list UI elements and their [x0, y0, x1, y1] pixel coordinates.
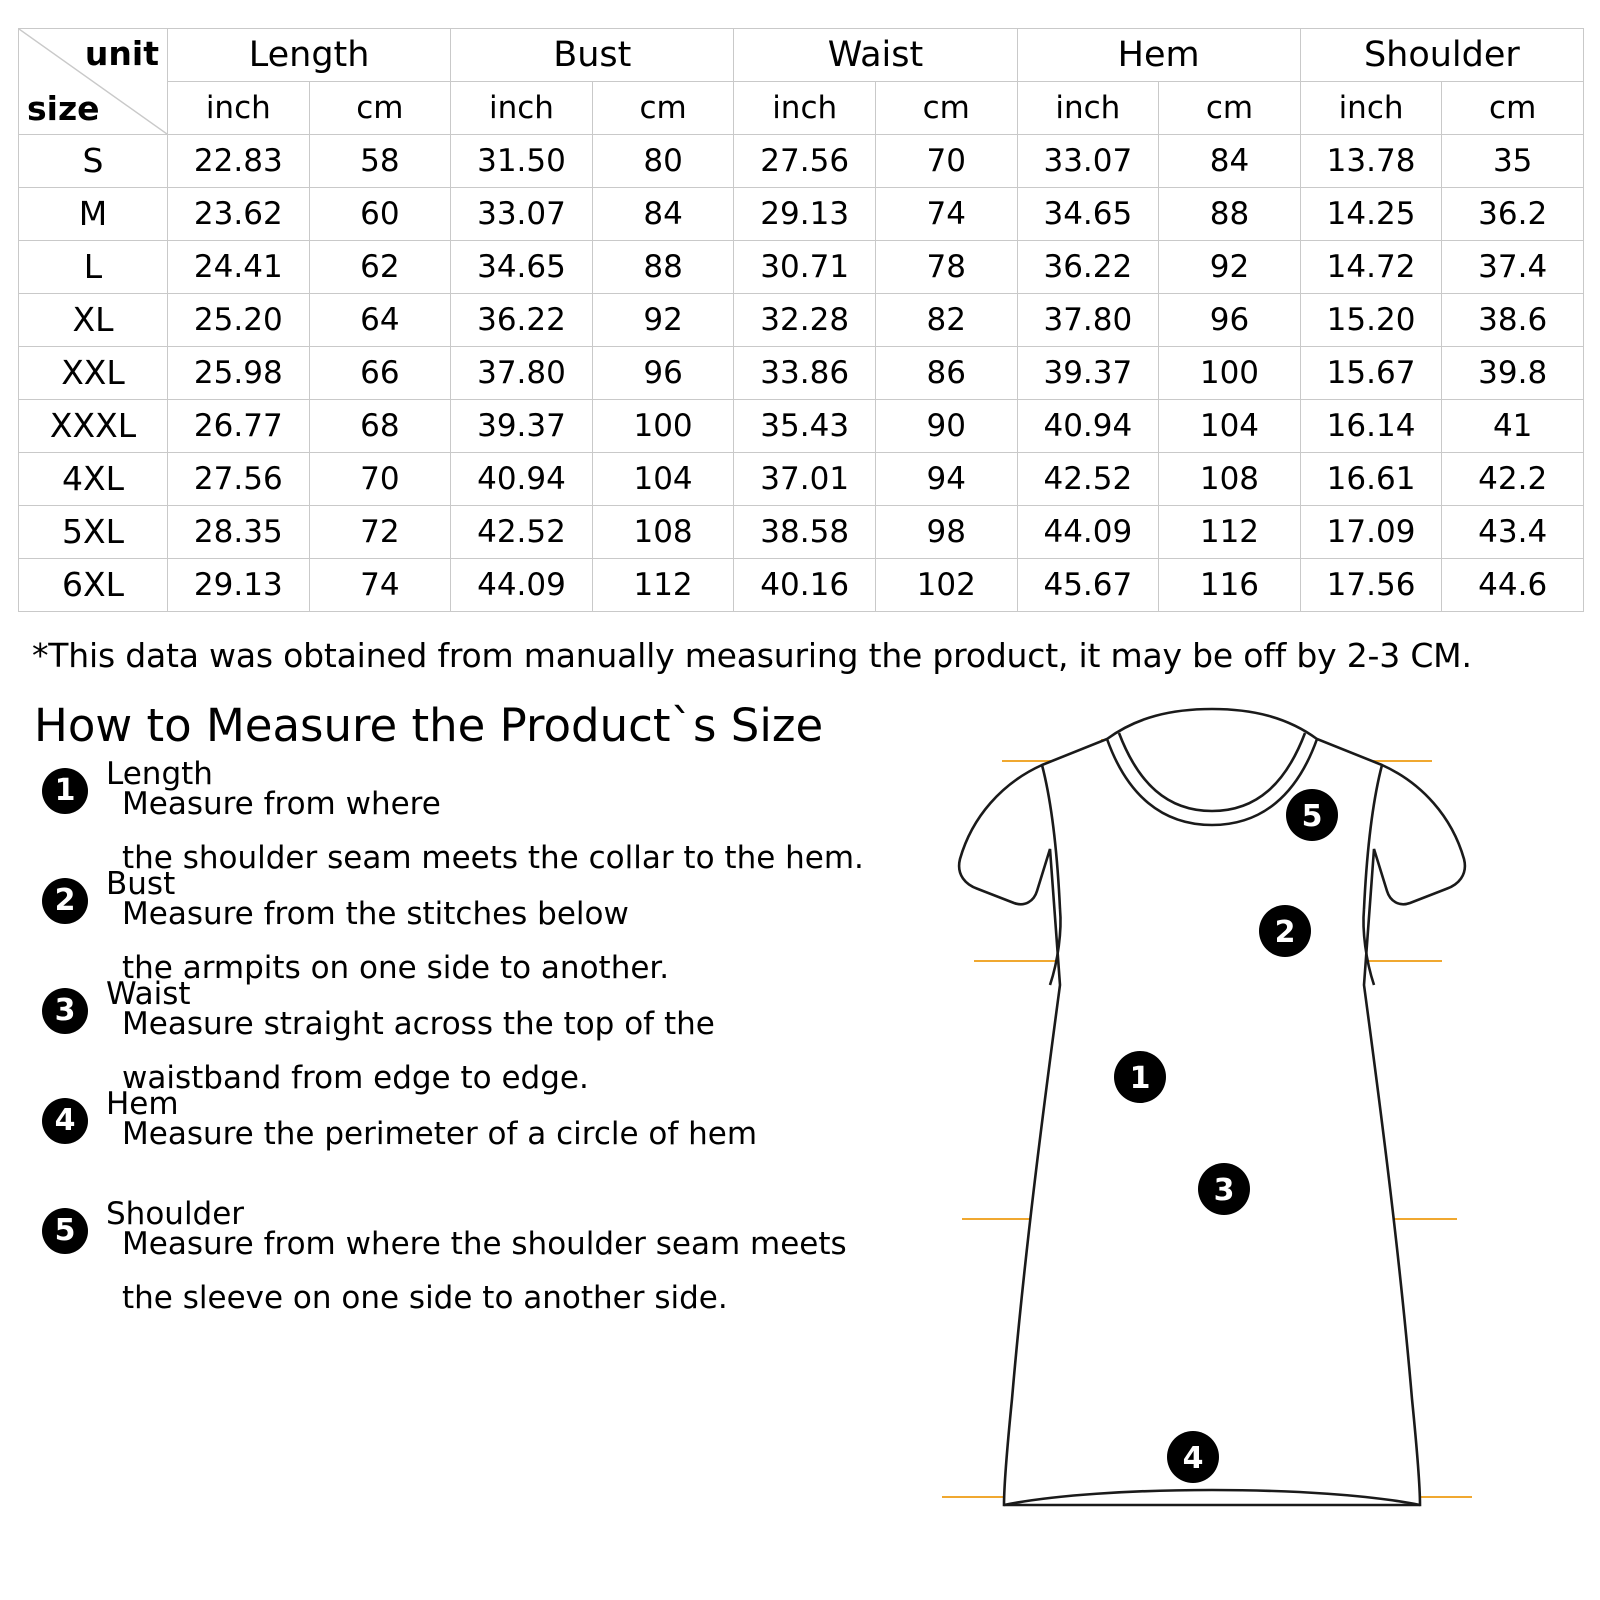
- table-row: [19, 506, 1584, 559]
- cell-hem-inch: 34.65: [1017, 188, 1159, 241]
- row-size: S: [19, 135, 168, 188]
- diagram-marker-3-label: 3: [1213, 1173, 1235, 1208]
- cell-hem-cm: 108: [1159, 453, 1301, 506]
- diagram-marker-2-label: 2: [1274, 915, 1296, 950]
- cell-bust-inch: 40.94: [451, 453, 593, 506]
- cell-length-cm: 74: [309, 559, 451, 612]
- step-name-length: Length: [106, 756, 213, 792]
- table-header: [19, 29, 1584, 135]
- list-item: [34, 976, 964, 1096]
- cell-waist-inch: 35.43: [734, 400, 876, 453]
- group-header-shoulder: Shoulder: [1300, 29, 1583, 82]
- unit-header-waist-inch: inch: [734, 82, 876, 135]
- step-name-waist: Waist: [106, 976, 191, 1012]
- cell-length-cm: 66: [309, 347, 451, 400]
- cell-shoulder-cm: 37.4: [1442, 241, 1584, 294]
- step-badge-3: 3: [42, 988, 88, 1034]
- cell-length-inch: 28.35: [168, 506, 310, 559]
- cell-bust-cm: 100: [592, 400, 734, 453]
- step-text-line2: the sleeve on one side to another side.: [122, 1280, 728, 1316]
- cell-bust-cm: 80: [592, 135, 734, 188]
- unit-header-bust-cm: cm: [592, 82, 734, 135]
- step-text-line2: the shoulder seam meets the collar to the hem.: [122, 840, 864, 876]
- measure-steps-list: [34, 756, 964, 1316]
- diagram-marker-1-label: 1: [1129, 1061, 1151, 1096]
- cell-hem-cm: 104: [1159, 400, 1301, 453]
- cell-shoulder-cm: 41: [1442, 400, 1584, 453]
- cell-waist-cm: 98: [875, 506, 1017, 559]
- cell-hem-cm: 112: [1159, 506, 1301, 559]
- size-label: size: [27, 89, 100, 128]
- cell-shoulder-cm: 36.2: [1442, 188, 1584, 241]
- cell-waist-cm: 74: [875, 188, 1017, 241]
- step-text-line2: the armpits on one side to another.: [122, 950, 670, 986]
- how-to-measure-section: [18, 699, 1582, 1476]
- measurement-disclaimer: *This data was obtained from manually measuring the product, it may be off by 2-3 CM.: [32, 636, 1472, 675]
- cell-shoulder-cm: 44.6: [1442, 559, 1584, 612]
- cell-length-inch: 22.83: [168, 135, 310, 188]
- unit-header-waist-cm: cm: [875, 82, 1017, 135]
- step-text-line1: Measure the perimeter of a circle of hem: [122, 1116, 758, 1152]
- cell-waist-cm: 94: [875, 453, 1017, 506]
- row-size: 5XL: [19, 506, 168, 559]
- cell-hem-inch: 40.94: [1017, 400, 1159, 453]
- cell-bust-cm: 96: [592, 347, 734, 400]
- cell-bust-cm: 112: [592, 559, 734, 612]
- row-size: 6XL: [19, 559, 168, 612]
- cell-bust-inch: 33.07: [451, 188, 593, 241]
- cell-shoulder-inch: 13.78: [1300, 135, 1442, 188]
- cell-shoulder-inch: 17.09: [1300, 506, 1442, 559]
- cell-bust-cm: 108: [592, 506, 734, 559]
- cell-bust-inch: 42.52: [451, 506, 593, 559]
- cell-shoulder-cm: 42.2: [1442, 453, 1584, 506]
- cell-shoulder-inch: 15.67: [1300, 347, 1442, 400]
- cell-shoulder-cm: 35: [1442, 135, 1584, 188]
- list-item: [34, 866, 964, 986]
- table-row: [19, 400, 1584, 453]
- step-badge-2: 2: [42, 878, 88, 924]
- cell-waist-inch: 29.13: [734, 188, 876, 241]
- cell-waist-cm: 70: [875, 135, 1017, 188]
- unit-header-length-cm: cm: [309, 82, 451, 135]
- cell-bust-inch: 37.80: [451, 347, 593, 400]
- cell-bust-cm: 84: [592, 188, 734, 241]
- cell-bust-inch: 34.65: [451, 241, 593, 294]
- row-size: L: [19, 241, 168, 294]
- cell-shoulder-cm: 38.6: [1442, 294, 1584, 347]
- diagram-marker-4-label: 4: [1182, 1441, 1204, 1476]
- cell-shoulder-inch: 14.72: [1300, 241, 1442, 294]
- cell-waist-inch: 30.71: [734, 241, 876, 294]
- cell-waist-inch: 27.56: [734, 135, 876, 188]
- cell-bust-inch: 39.37: [451, 400, 593, 453]
- step-text-line1: Measure from the stitches below: [122, 896, 629, 932]
- step-text-line1: Measure from where: [122, 786, 441, 822]
- tshirt-illustration-icon: [912, 699, 1512, 1529]
- list-item: [34, 1196, 964, 1316]
- step-badge-1: 1: [42, 768, 88, 814]
- cell-shoulder-cm: 43.4: [1442, 506, 1584, 559]
- cell-waist-cm: 90: [875, 400, 1017, 453]
- row-size: M: [19, 188, 168, 241]
- cell-waist-cm: 82: [875, 294, 1017, 347]
- cell-hem-inch: 42.52: [1017, 453, 1159, 506]
- cell-shoulder-inch: 14.25: [1300, 188, 1442, 241]
- cell-hem-inch: 36.22: [1017, 241, 1159, 294]
- garment-diagram: [912, 699, 1512, 1529]
- cell-shoulder-inch: 15.20: [1300, 294, 1442, 347]
- cell-shoulder-inch: 17.56: [1300, 559, 1442, 612]
- cell-bust-inch: 31.50: [451, 135, 593, 188]
- table-row: [19, 188, 1584, 241]
- cell-length-cm: 60: [309, 188, 451, 241]
- cell-hem-inch: 44.09: [1017, 506, 1159, 559]
- cell-hem-cm: 116: [1159, 559, 1301, 612]
- cell-bust-cm: 104: [592, 453, 734, 506]
- cell-waist-inch: 40.16: [734, 559, 876, 612]
- cell-bust-inch: 36.22: [451, 294, 593, 347]
- row-size: XXL: [19, 347, 168, 400]
- cell-length-cm: 58: [309, 135, 451, 188]
- step-badge-4: 4: [42, 1098, 88, 1144]
- table-body: [19, 135, 1584, 612]
- cell-length-inch: 24.41: [168, 241, 310, 294]
- group-header-bust: Bust: [451, 29, 734, 82]
- table-row: [19, 135, 1584, 188]
- cell-length-inch: 26.77: [168, 400, 310, 453]
- cell-hem-cm: 96: [1159, 294, 1301, 347]
- group-header-length: Length: [168, 29, 451, 82]
- cell-hem-cm: 84: [1159, 135, 1301, 188]
- cell-length-cm: 72: [309, 506, 451, 559]
- cell-waist-cm: 78: [875, 241, 1017, 294]
- cell-length-cm: 68: [309, 400, 451, 453]
- cell-bust-inch: 44.09: [451, 559, 593, 612]
- group-header-hem: Hem: [1017, 29, 1300, 82]
- unit-header-hem-cm: cm: [1159, 82, 1301, 135]
- unit-header-length-inch: inch: [168, 82, 310, 135]
- tshirt-outline: [959, 709, 1465, 1505]
- cell-hem-cm: 88: [1159, 188, 1301, 241]
- cell-shoulder-inch: 16.14: [1300, 400, 1442, 453]
- step-name-bust: Bust: [106, 866, 176, 902]
- cell-hem-inch: 39.37: [1017, 347, 1159, 400]
- step-text-line1: Measure from where the shoulder seam meets: [122, 1226, 847, 1262]
- cell-length-cm: 70: [309, 453, 451, 506]
- cell-waist-inch: 37.01: [734, 453, 876, 506]
- step-text-line2: waistband from edge to edge.: [122, 1060, 589, 1096]
- cell-waist-cm: 102: [875, 559, 1017, 612]
- cell-hem-cm: 100: [1159, 347, 1301, 400]
- how-to-measure-title: How to Measure the Product`s Size: [34, 699, 824, 752]
- cell-hem-inch: 33.07: [1017, 135, 1159, 188]
- cell-waist-cm: 86: [875, 347, 1017, 400]
- size-chart-table: [18, 28, 1584, 612]
- cell-hem-inch: 45.67: [1017, 559, 1159, 612]
- row-size: XXXL: [19, 400, 168, 453]
- table-header-row-groups: [19, 29, 1584, 82]
- unit-label: unit: [84, 34, 159, 73]
- step-name-shoulder: Shoulder: [106, 1196, 245, 1232]
- cell-waist-inch: 32.28: [734, 294, 876, 347]
- cell-length-inch: 25.98: [168, 347, 310, 400]
- unit-header-hem-inch: inch: [1017, 82, 1159, 135]
- row-size: 4XL: [19, 453, 168, 506]
- table-row: [19, 347, 1584, 400]
- cell-length-inch: 25.20: [168, 294, 310, 347]
- cell-shoulder-inch: 16.61: [1300, 453, 1442, 506]
- cell-length-cm: 64: [309, 294, 451, 347]
- cell-length-inch: 27.56: [168, 453, 310, 506]
- cell-waist-inch: 33.86: [734, 347, 876, 400]
- list-item: [34, 756, 964, 876]
- corner-unit-size-cell: [19, 29, 168, 135]
- cell-hem-inch: 37.80: [1017, 294, 1159, 347]
- cell-length-cm: 62: [309, 241, 451, 294]
- table-header-row-units: [19, 82, 1584, 135]
- cell-bust-cm: 88: [592, 241, 734, 294]
- unit-header-bust-inch: inch: [451, 82, 593, 135]
- table-row: [19, 559, 1584, 612]
- cell-bust-cm: 92: [592, 294, 734, 347]
- cell-shoulder-cm: 39.8: [1442, 347, 1584, 400]
- cell-length-inch: 23.62: [168, 188, 310, 241]
- step-text-line1: Measure straight across the top of the: [122, 1006, 715, 1042]
- unit-header-shoulder-cm: cm: [1442, 82, 1584, 135]
- step-badge-5: 5: [42, 1208, 88, 1254]
- cell-hem-cm: 92: [1159, 241, 1301, 294]
- table-row: [19, 241, 1584, 294]
- row-size: XL: [19, 294, 168, 347]
- table-row: [19, 453, 1584, 506]
- step-name-hem: Hem: [106, 1086, 179, 1122]
- group-header-waist: Waist: [734, 29, 1017, 82]
- cell-length-inch: 29.13: [168, 559, 310, 612]
- diagram-marker-5-label: 5: [1301, 799, 1323, 834]
- table-row: [19, 294, 1584, 347]
- cell-waist-inch: 38.58: [734, 506, 876, 559]
- unit-header-shoulder-inch: inch: [1300, 82, 1442, 135]
- list-item: [34, 1088, 964, 1192]
